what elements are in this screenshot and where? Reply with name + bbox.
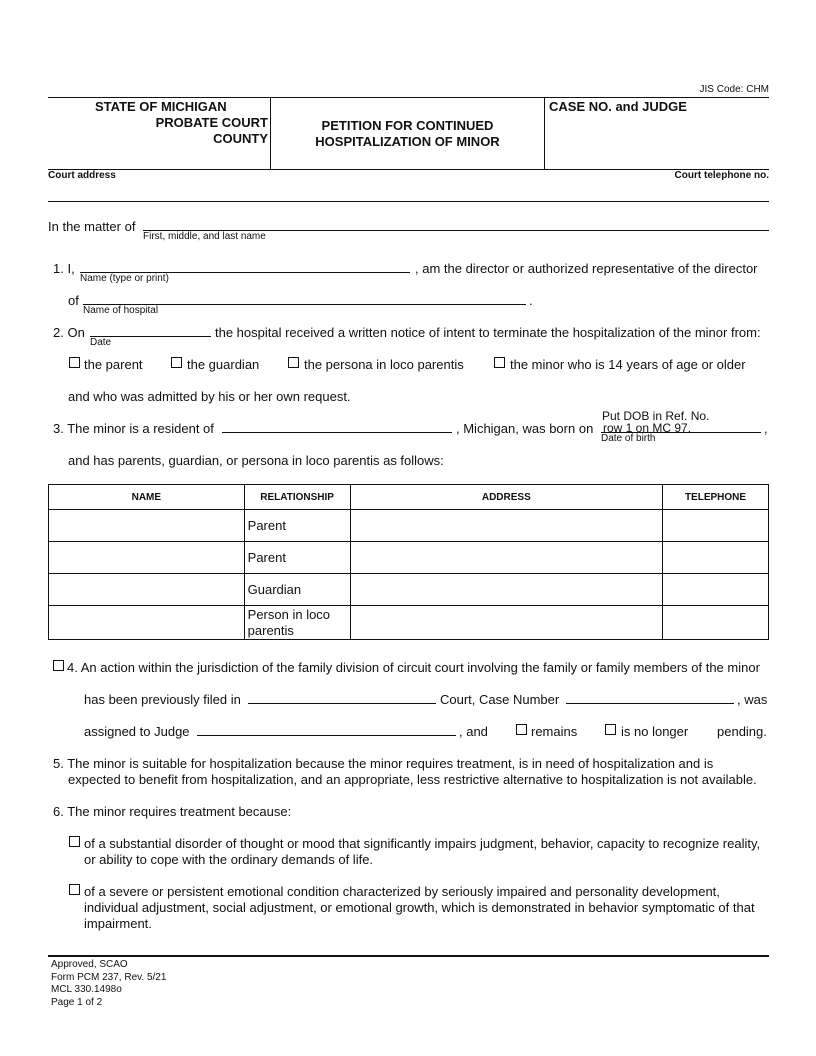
item4-filed-in: has been previously filed in <box>84 692 241 707</box>
table-header-row <box>49 485 769 510</box>
name-cell[interactable] <box>49 606 245 640</box>
item5-line2: expected to benefit from hospitalization, and an appropriate, less restrictive alternative to hospitalization is not available. <box>68 772 757 787</box>
hospital-name-input[interactable] <box>85 290 524 304</box>
dob-note-line1: Put DOB in Ref. No. <box>602 409 710 423</box>
table-row <box>49 542 769 574</box>
item5-line1: 5. The minor is suitable for hospitalization because the minor requires treatment, is in need of hospitalization and is <box>53 756 714 771</box>
col-header-address: ADDRESS <box>350 485 662 510</box>
judge-input[interactable] <box>199 721 454 735</box>
item3-comma: , <box>764 421 768 436</box>
case-no-input[interactable] <box>550 120 765 160</box>
header-divider-left <box>270 97 271 169</box>
minor-name-input[interactable] <box>145 216 765 230</box>
dob-note-line2: row 1 on MC 97. <box>603 421 692 435</box>
checkbox-disorder[interactable] <box>69 836 80 847</box>
checkbox-item4[interactable] <box>53 660 64 671</box>
notice-date-input[interactable] <box>92 322 209 336</box>
table-row <box>49 606 769 640</box>
court-address-input[interactable] <box>48 184 769 200</box>
emotional-line2: individual adjustment, social adjustment, or emotional growth, which is demonstrated in behavior symptomatic of that <box>84 900 755 915</box>
relationship-cell: Parent <box>244 510 350 542</box>
residence-input[interactable] <box>224 418 450 432</box>
pending-label: pending. <box>717 724 767 739</box>
name-cell[interactable] <box>49 510 245 542</box>
name-cell[interactable] <box>49 574 245 606</box>
court-phone-label: Court telephone no. <box>674 170 769 181</box>
matter-label: In the matter of <box>48 219 136 234</box>
item1-text: , am the director or authorized representative of the director <box>415 261 758 276</box>
state-label: STATE OF MICHIGAN <box>95 99 227 114</box>
relationship-cell: Parent <box>244 542 350 574</box>
item4-judge-line <box>197 735 456 736</box>
jis-code: JIS Code: CHM <box>699 84 769 95</box>
item1-period: . <box>529 293 533 308</box>
item4-was: , was <box>737 692 768 707</box>
case-number-input[interactable] <box>568 689 732 703</box>
disorder-line2: or ability to cope with the ordinary demands of life. <box>84 852 374 867</box>
telephone-cell[interactable] <box>663 542 769 574</box>
telephone-cell[interactable] <box>663 574 769 606</box>
checkbox-guardian[interactable] <box>171 357 182 368</box>
item4-and: , and <box>459 724 488 739</box>
checkbox-parent[interactable] <box>69 357 80 368</box>
name-cell[interactable] <box>49 542 245 574</box>
county-label: COUNTY <box>213 131 268 146</box>
emotional-line3: impairment. <box>84 916 152 931</box>
item6-line1: 6. The minor requires treatment because: <box>53 804 292 819</box>
item3-parents: and has parents, guardian, or persona in loco parentis as follows: <box>68 453 444 468</box>
telephone-cell[interactable] <box>663 606 769 640</box>
relationship-table <box>48 484 769 640</box>
item4-assigned: assigned to Judge <box>84 724 190 739</box>
option-loco-parentis-label: the persona in loco parentis <box>304 357 464 372</box>
checkbox-emotional[interactable] <box>69 884 80 895</box>
item1-prefix: 1. I, <box>53 261 75 276</box>
item3-residence-line <box>222 432 452 433</box>
form-title-line1: PETITION FOR CONTINUED <box>321 118 494 133</box>
no-longer-label: is no longer <box>621 724 689 739</box>
col-header-name: NAME <box>49 485 245 510</box>
table-row <box>49 574 769 606</box>
checkbox-loco-parentis[interactable] <box>288 357 299 368</box>
item3-prefix: 3. The minor is a resident of <box>53 421 214 436</box>
option-parent-label: the parent <box>84 357 143 372</box>
address-cell[interactable] <box>350 542 662 574</box>
header-top-rule <box>48 97 769 98</box>
item2-date-hint: Date <box>90 337 112 348</box>
footer-page: Page 1 of 2 <box>51 996 103 1008</box>
item4-line1: 4. An action within the jurisdiction of the family division of circuit court involving the family or family members of the minor <box>67 660 760 675</box>
telephone-cell[interactable] <box>663 510 769 542</box>
item1-of: of <box>68 293 79 308</box>
matter-hint: First, middle, and last name <box>143 231 266 242</box>
footer-form: Form PCM 237, Rev. 5/21 <box>51 971 167 983</box>
item3-michigan: , Michigan, was born on <box>456 421 594 436</box>
item2-prefix: 2. On <box>53 325 85 340</box>
relationship-cell: Person in loco parentis <box>244 606 350 640</box>
relationship-cell: Guardian <box>244 574 350 606</box>
item2-admitted: and who was admitted by his or her own request. <box>68 389 351 404</box>
item4-case-line <box>566 703 734 704</box>
col-header-telephone: TELEPHONE <box>663 485 769 510</box>
item4-court-line <box>248 703 436 704</box>
header-divider-right <box>544 97 545 169</box>
header-bottom-rule <box>48 169 769 170</box>
item2-text: the hospital received a written notice of intent to terminate the hospitalization of the minor from: <box>215 325 761 340</box>
remains-label: remains <box>531 724 578 739</box>
footer-rule <box>48 955 769 957</box>
col-header-relationship: RELATIONSHIP <box>244 485 350 510</box>
disorder-line1: of a substantial disorder of thought or mood that significantly impairs judgment, behavior, capacity to recognize reality, <box>84 836 761 851</box>
form-title-line2: HOSPITALIZATION OF MINOR <box>315 134 500 149</box>
emotional-line1: of a severe or persistent emotional condition characterized by seriously impaired and personality development, <box>84 884 720 899</box>
checkbox-remains[interactable] <box>516 724 527 735</box>
checkbox-minor-14[interactable] <box>494 357 505 368</box>
footer-block <box>51 959 166 1009</box>
option-minor-14-label: the minor who is 14 years of age or older <box>510 357 746 372</box>
option-guardian-label: the guardian <box>187 357 260 372</box>
filed-court-input[interactable] <box>250 689 434 703</box>
director-name-input[interactable] <box>82 258 408 272</box>
court-label: PROBATE COURT <box>155 115 268 130</box>
item4-court-case: Court, Case Number <box>440 692 560 707</box>
footer-approved: Approved, SCAO <box>51 959 128 970</box>
case-no-label: CASE NO. and JUDGE <box>549 99 687 114</box>
address-cell[interactable] <box>350 574 662 606</box>
table-row <box>49 510 769 542</box>
address-cell[interactable] <box>350 510 662 542</box>
footer-mcl: MCL 330.1498o <box>51 984 122 995</box>
address-cell[interactable] <box>350 606 662 640</box>
checkbox-no-longer[interactable] <box>605 724 616 735</box>
item3-dob-hint: Date of birth <box>601 433 656 444</box>
item1-hospital-hint: Name of hospital <box>83 305 159 316</box>
item1-name-hint: Name (type or print) <box>80 273 169 284</box>
address-rule <box>48 201 769 202</box>
court-address-label: Court address <box>48 170 116 181</box>
